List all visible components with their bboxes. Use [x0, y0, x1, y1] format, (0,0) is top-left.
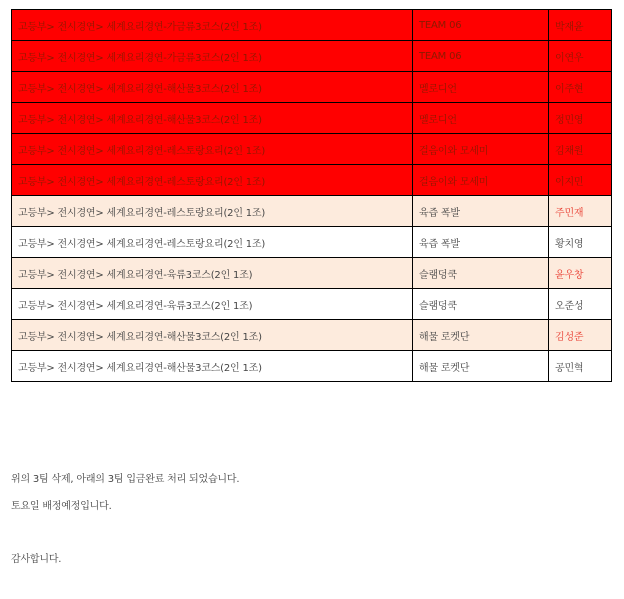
category-cell: 고등부> 전시경연> 세계요리경연-가금류3코스(2인 1조): [12, 41, 413, 72]
table-row: [12, 258, 612, 289]
name-cell: 김성준: [549, 320, 612, 351]
team-cell: TEAM 06: [413, 10, 549, 41]
table-row: [12, 351, 612, 382]
category-cell: 고등부> 전시경연> 세계요리경연-레스토랑요리(2인 1조): [12, 165, 413, 196]
table-row: [12, 10, 612, 41]
team-cell: 멜로디언: [413, 103, 549, 134]
name-cell: 이지민: [549, 165, 612, 196]
registration-table-body: [12, 10, 612, 382]
category-cell: 고등부> 전시경연> 세계요리경연-해산물3코스(2인 1조): [12, 103, 413, 134]
name-cell: 이연우: [549, 41, 612, 72]
team-cell: 멜로디언: [413, 72, 549, 103]
name-cell: 주민재: [549, 196, 612, 227]
table-row: [12, 134, 612, 165]
table-row: [12, 227, 612, 258]
team-cell: 슬램덩쿡: [413, 258, 549, 289]
notice-text: 토요일 배정예정입니다.: [11, 501, 112, 512]
team-cell: 육즙 폭발: [413, 196, 549, 227]
table-row: [12, 72, 612, 103]
team-cell: 해물 로켓단: [413, 351, 549, 382]
category-cell: 고등부> 전시경연> 세계요리경연-레스토랑요리(2인 1조): [12, 134, 413, 165]
table-row: [12, 41, 612, 72]
category-cell: 고등부> 전시경연> 세계요리경연-레스토랑요리(2인 1조): [12, 227, 413, 258]
category-cell: 고등부> 전시경연> 세계요리경연-레스토랑요리(2인 1조): [12, 196, 413, 227]
team-cell: 육즙 폭발: [413, 227, 549, 258]
table-row: [12, 289, 612, 320]
table-row: [12, 165, 612, 196]
category-cell: 고등부> 전시경연> 세계요리경연-육류3코스(2인 1조): [12, 258, 413, 289]
team-cell: 걸음이와 모세미: [413, 134, 549, 165]
name-cell: 이주현: [549, 72, 612, 103]
table-row: [12, 320, 612, 351]
table-row: [12, 196, 612, 227]
category-cell: 고등부> 전시경연> 세계요리경연-육류3코스(2인 1조): [12, 289, 413, 320]
name-cell: 윤우창: [549, 258, 612, 289]
name-cell: 공민혁: [549, 351, 612, 382]
name-cell: 정민영: [549, 103, 612, 134]
name-cell: 황치영: [549, 227, 612, 258]
team-cell: 해물 로켓단: [413, 320, 549, 351]
notice-text: 위의 3팀 삭제, 아래의 3팀 입금완료 처리 되었습니다.: [11, 474, 240, 485]
team-cell: TEAM 06: [413, 41, 549, 72]
name-cell: 김채원: [549, 134, 612, 165]
team-cell: 슬램덩쿡: [413, 289, 549, 320]
category-cell: 고등부> 전시경연> 세계요리경연-가금류3코스(2인 1조): [12, 10, 413, 41]
name-cell: 박재윤: [549, 10, 612, 41]
table-row: [12, 103, 612, 134]
category-cell: 고등부> 전시경연> 세계요리경연-해산물3코스(2인 1조): [12, 320, 413, 351]
registration-table: [11, 9, 612, 382]
closing-text: 감사합니다.: [11, 554, 62, 565]
category-cell: 고등부> 전시경연> 세계요리경연-해산물3코스(2인 1조): [12, 72, 413, 103]
category-cell: 고등부> 전시경연> 세계요리경연-해산물3코스(2인 1조): [12, 351, 413, 382]
name-cell: 오준성: [549, 289, 612, 320]
team-cell: 걸음이와 모세미: [413, 165, 549, 196]
